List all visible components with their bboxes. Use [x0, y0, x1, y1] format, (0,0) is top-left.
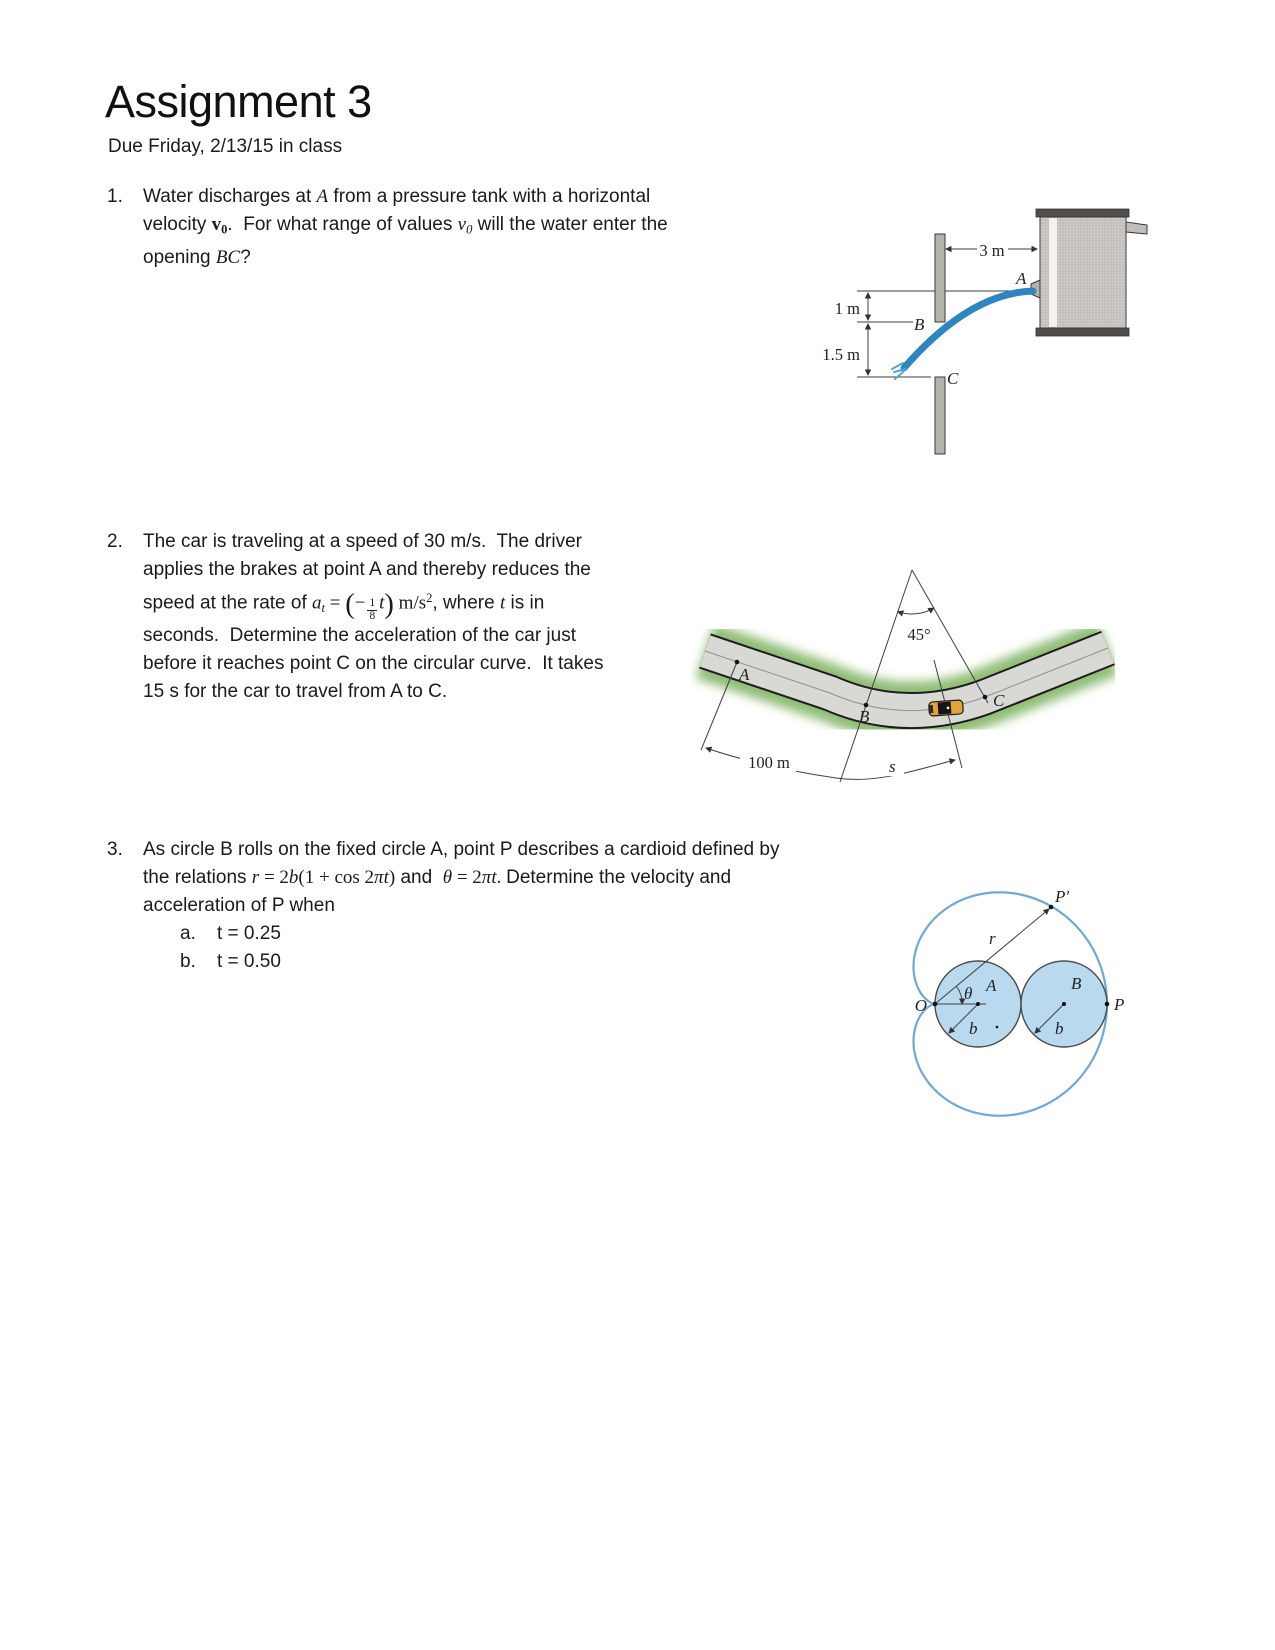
problem-3 — [107, 836, 927, 976]
fig1-water-jet — [892, 291, 1033, 379]
problem-2-number: 2. — [107, 531, 123, 552]
problem-1-text: Water discharges at A from a pressure tank with a horizontal velocity $v_0$. For what range of values $v_0$ will the water enter the opening BC? — [143, 186, 668, 268]
problem-3-subitems — [143, 920, 779, 976]
fig1-label-1-5m: 1.5 m — [822, 345, 860, 364]
fig3-label-r: r — [989, 929, 996, 948]
fig3-label-theta: θ — [964, 984, 973, 1003]
figure-3-cardioid-diagram — [850, 818, 1162, 1120]
problem-3-text: As circle B rolls on the fixed circle A, point P describes a cardioid defined by the relations r = 2b(1 + cos 2πt) and θ = 2πt. Determine the velocity and acceleration of P when — [143, 839, 780, 916]
subitem-a-text: t = 0.25 — [217, 923, 281, 944]
fig1-label-b: B — [914, 315, 925, 334]
figure-1-pressure-tank-diagram — [755, 185, 1180, 460]
fig2-label-100m: 100 m — [748, 753, 790, 772]
fig2-label-c: C — [993, 691, 1005, 710]
fig3-label-p: P — [1114, 995, 1125, 1014]
fig2-label-a: A — [739, 665, 750, 684]
fig1-label-a: A — [1016, 269, 1027, 288]
fig1-pressure-tank — [1031, 209, 1147, 336]
fig3-label-a: A — [986, 976, 997, 995]
figure-2-road-diagram — [650, 530, 1115, 785]
fig2-label-45deg: 45° — [907, 625, 931, 644]
fig1-label-3m: 3 m — [979, 241, 1005, 260]
problem-1 — [107, 183, 807, 272]
fig2-car — [929, 700, 964, 716]
problem-1-number: 1. — [107, 186, 123, 207]
subitem-a — [180, 920, 779, 948]
page-title: Assignment 3 — [105, 76, 372, 127]
page-subtitle: Due Friday, 2/13/15 in class — [108, 136, 343, 157]
fig2-label-b: B — [859, 707, 870, 726]
fig1-reference-lines — [857, 291, 1036, 377]
fig3-label-b-left: b — [969, 1019, 978, 1038]
fig2-label-s: s — [889, 757, 896, 776]
fig1-label-c: C — [947, 369, 959, 388]
tank-spout — [1126, 222, 1147, 234]
subitem-b — [180, 948, 779, 976]
fig3-label-p-prime: P′ — [1055, 887, 1070, 906]
fig1-label-1m: 1 m — [834, 299, 860, 318]
subitem-b-label: b. — [180, 951, 196, 972]
fig2-angle-arc — [898, 608, 934, 614]
fig3-label-b-circle: B — [1071, 974, 1082, 993]
problem-2-text: The car is traveling at a speed of 30 m/s. The driver applies the brakes at point A and thereby reduces the speed at the rate of $a_t$ = (− $\frac{1}{8}$ t) $m/s^2$, where t is in seconds. Determine the acceleration of the car just before it reaches point C on the circular curve. It takes 15 s for the car to travel from A to C. — [143, 531, 604, 703]
subitem-a-label: a. — [180, 923, 196, 944]
subitem-b-text: t = 0.50 — [217, 951, 281, 972]
fig3-label-b-right: b — [1055, 1019, 1064, 1038]
fig3-label-o: O — [914, 996, 927, 1015]
problem-3-number: 3. — [107, 839, 123, 860]
fig1-wall — [935, 234, 945, 454]
